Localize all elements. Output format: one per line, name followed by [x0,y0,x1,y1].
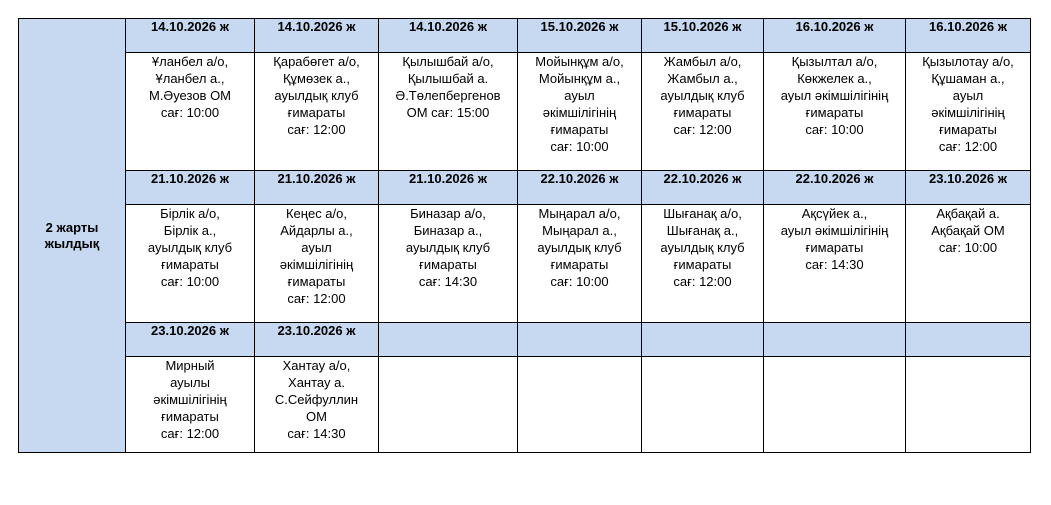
place-line: Мойынқұм а., [538,71,621,86]
date-row-3 [19,323,1031,357]
place-line: Бірлік а/о, [160,206,220,221]
place-line: ғимараты [805,240,864,255]
period-label-cell [19,19,126,453]
place-cell [379,205,518,323]
place-cell [906,53,1031,171]
place-line: ауыл әкімшілігінің [780,223,889,238]
place-line: ауылы [170,375,210,390]
period-label-line: жылдық [44,235,100,251]
date-cell: 14.10.2026 ж [379,19,518,53]
place-line: сағ: 10:00 [938,240,998,255]
place-line: сағ: 12:00 [673,274,732,289]
place-cell [764,357,906,453]
place-line: ауыл [952,88,984,103]
place-cell [255,53,379,171]
date-row-1 [19,19,1031,53]
place-line: сағ: 10:00 [550,139,609,154]
date-cell: 14.10.2026 ж [255,19,379,53]
place-line: Қылышбай а. [407,71,489,86]
place-line: Ақбақай а. [936,206,1000,221]
place-line: ғимараты [161,257,219,272]
place-line: ауылдық клуб [147,240,233,255]
place-line: ғимараты [550,122,609,137]
place-line: Қылышбай а/о, [402,54,494,69]
place-line: ОМ [306,409,327,424]
place-cell [764,53,906,171]
place-line: Биназар а/о, [410,206,486,221]
place-line: ғимараты [673,257,732,272]
place-line: әкімшілігінің [279,257,354,272]
date-cell: 15.10.2026 ж [518,19,642,53]
place-line: ауылдық клуб [660,88,745,103]
date-cell: 21.10.2026 ж [379,171,518,205]
place-line: Көкжелек а., [797,71,872,86]
place-row-2 [19,205,1031,323]
date-cell: 23.10.2026 ж [255,323,379,357]
place-line: сағ: 10:00 [160,274,220,289]
place-cell [255,205,379,323]
place-line: ғимараты [287,105,346,120]
place-cell [764,205,906,323]
place-cell [518,205,642,323]
place-line: ауыл әкімшілігінің [780,88,889,103]
place-line: сағ: 12:00 [287,291,346,306]
place-cell [126,205,255,323]
place-line: сағ: 14:30 [418,274,478,289]
date-cell: 21.10.2026 ж [126,171,255,205]
place-row-3 [19,357,1031,453]
date-cell: 15.10.2026 ж [642,19,764,53]
place-line: Жамбыл а/о, [663,54,742,69]
place-line: сағ: 12:00 [673,122,732,137]
place-line: Мойынқұм а/о, [535,54,624,69]
place-line: Ақбақай ОМ [931,223,1005,238]
place-line: Айдарлы а., [280,223,353,238]
place-line: Хантау а. [288,375,345,390]
place-line: ғимараты [805,105,864,120]
place-line: ғимараты [161,409,219,424]
place-line: ОМ сағ: 15:00 [406,105,490,120]
place-line: Ақсүйек а., [801,206,868,221]
place-line: Биназар а., [413,223,483,238]
place-line: Кеңес а/о, [285,206,347,221]
schedule-table [18,18,1031,453]
place-line: М.Әуезов ОМ [148,88,232,103]
date-cell: 22.10.2026 ж [764,171,906,205]
place-line: Ә.Төлепбергенов [395,88,501,103]
period-label-line: 2 жарты [45,219,99,235]
place-line: сағ: 10:00 [160,105,220,120]
place-line: Құшаман а., [931,71,1005,86]
place-line: сағ: 14:30 [805,257,864,272]
place-cell [126,53,255,171]
date-cell [764,323,906,357]
place-line: сағ: 14:30 [287,426,346,441]
place-line: ауылдық клуб [660,240,745,255]
place-cell [379,53,518,171]
place-row-1 [19,53,1031,171]
place-cell [642,357,764,453]
place-line: Қызылтал а/о, [791,54,878,69]
place-line: ғимараты [287,274,346,289]
place-line: сағ: 12:00 [287,122,346,137]
date-cell: 22.10.2026 ж [518,171,642,205]
place-line: сағ: 10:00 [805,122,864,137]
place-line: Бірлік а., [163,223,217,238]
place-line: ғимараты [550,257,609,272]
date-cell: 23.10.2026 ж [906,171,1031,205]
place-line: ауылдық клуб [537,240,622,255]
date-cell [642,323,764,357]
place-cell [518,357,642,453]
place-line: Шығанақ а., [666,223,739,238]
place-line: Мирный [165,358,215,373]
place-line: сағ: 10:00 [550,274,609,289]
place-line: ғимараты [939,122,997,137]
place-cell [518,53,642,171]
place-line: ғимараты [673,105,732,120]
date-cell [379,323,518,357]
date-cell: 23.10.2026 ж [126,323,255,357]
date-cell [906,323,1031,357]
place-cell [642,205,764,323]
place-line: Мыңарал а., [542,223,617,238]
place-line: Ұланбел а., [155,71,225,86]
place-cell [906,205,1031,323]
place-line: Шығанақ а/о, [663,206,742,221]
place-line: ауыл [301,240,332,255]
place-line: ауыл [564,88,595,103]
place-line: Қарабөгет а/о, [273,54,360,69]
place-line: Ұланбел а/о, [151,54,229,69]
place-line: сағ: 12:00 [160,426,220,441]
place-line: Жамбыл а., [667,71,738,86]
place-line: ғимараты [419,257,477,272]
place-cell [126,357,255,453]
place-line: әкімшілігінің [542,105,617,120]
date-cell: 14.10.2026 ж [126,19,255,53]
place-cell [379,357,518,453]
place-cell [906,357,1031,453]
date-cell [518,323,642,357]
place-line: әкімшілігінің [931,105,1005,120]
place-cell [642,53,764,171]
place-line: ауылдық клуб [405,240,491,255]
place-line: Мыңарал а/о, [538,206,621,221]
place-line: Хантау а/о, [282,358,351,373]
date-cell: 16.10.2026 ж [906,19,1031,53]
place-line: әкімшілігінің [153,392,227,407]
date-cell: 21.10.2026 ж [255,171,379,205]
date-row-2 [19,171,1031,205]
place-cell [255,357,379,453]
place-line: Құмөзек а., [282,71,351,86]
date-cell: 16.10.2026 ж [764,19,906,53]
place-line: С.Сейфуллин [274,392,359,407]
place-line: Қызылотау а/о, [922,54,1014,69]
place-line: сағ: 12:00 [938,139,998,154]
date-cell: 22.10.2026 ж [642,171,764,205]
place-line: ауылдық клуб [274,88,359,103]
